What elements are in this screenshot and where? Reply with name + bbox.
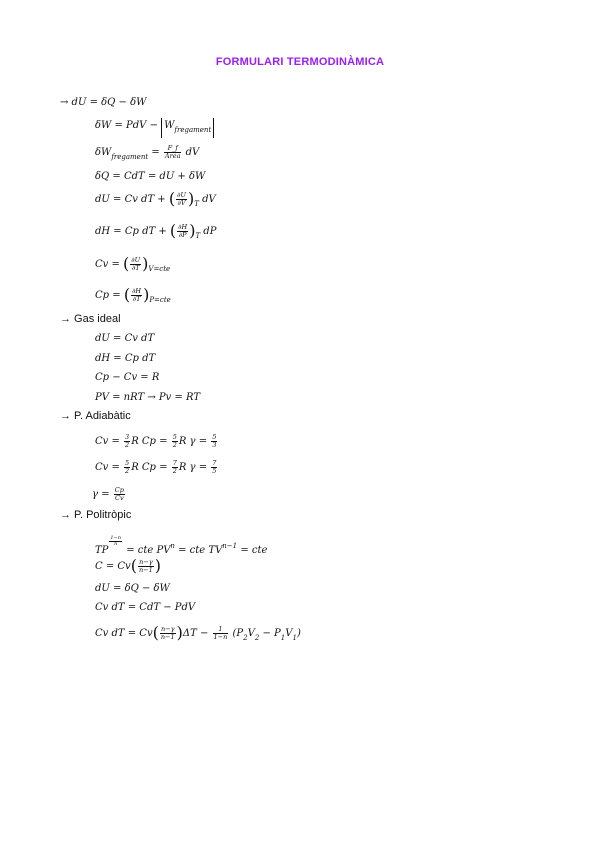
ad1-gamma: R γ =: [178, 436, 208, 447]
friction-work-symbol: W: [164, 120, 175, 131]
ad2-gamma-den: 5: [212, 467, 217, 475]
politropic-relations: [95, 536, 267, 557]
first-law-equation: → dU = δQ − δW: [60, 97, 147, 108]
ad2-cp-den: 2: [172, 467, 177, 475]
friction-work-equation: [95, 145, 199, 163]
dh-fraction: [177, 224, 188, 239]
cv-open-paren: (: [123, 254, 130, 273]
gas-ideal-dh: dH = Cp dT: [95, 353, 156, 364]
po1-exp-num: 1−n: [110, 535, 121, 541]
dh-close-paren: ): [189, 221, 196, 240]
heat-equation: δQ = CdT = dU + δW: [95, 171, 206, 182]
ad2-cp: R Cp =: [131, 462, 168, 473]
politropic-first-law: dU = δQ − δW: [95, 583, 170, 594]
cp-den: ∂T: [132, 295, 141, 303]
ad1-cp: R Cp =: [131, 436, 168, 447]
po5-sub3: 1: [280, 634, 286, 642]
work-lhs: δW = PdV −: [95, 120, 158, 131]
po1-exp-frac: [109, 536, 122, 547]
dh-num: ∂H: [178, 223, 188, 231]
cp-fraction: [131, 288, 142, 303]
ad2-cv-frac: [124, 460, 130, 475]
adiabatic-gamma: [92, 487, 126, 502]
cp-sub: P=cte: [149, 296, 171, 304]
document-title: FORMULARI TERMODINÀMICA: [215, 56, 385, 68]
cv-den: ∂T: [131, 264, 140, 272]
cv-num: ∂U: [131, 256, 141, 264]
du-close-paren: ): [187, 189, 195, 208]
cv-close-paren: ): [142, 254, 149, 273]
friction-rhs: dV: [185, 147, 200, 158]
ad3-den: Cv: [114, 494, 124, 502]
po2-lhs: C = Cv: [95, 561, 131, 572]
po2-den: n−1: [138, 566, 153, 574]
po2-num: n−γ: [139, 558, 153, 566]
po1-tp: TP: [95, 545, 109, 556]
section-adiabatic: → P. Adiabàtic: [60, 410, 131, 422]
po5-p2: (P: [232, 628, 244, 639]
ad1-cp-num: 5: [172, 433, 177, 441]
ad2-gamma-frac: [211, 460, 217, 475]
du-den: ∂V: [177, 199, 186, 207]
ad3-gamma: γ =: [92, 489, 110, 500]
po5-dt: ΔT −: [182, 628, 209, 639]
adiabatic-monoatomic: [95, 434, 218, 449]
po5-den2: 1−n: [213, 633, 228, 641]
dh-rhs: dP: [203, 226, 217, 237]
ad1-cp-frac: [172, 434, 178, 449]
cp-open-paren: (: [123, 285, 131, 304]
po5-frac: [160, 626, 176, 641]
po5-open: (: [152, 623, 159, 642]
ad2-cv-den: 2: [125, 467, 130, 475]
ad2-cp-frac: [172, 460, 178, 475]
dh-den: ∂P: [178, 231, 187, 239]
work-equation: [95, 118, 214, 138]
ad1-gamma-num: 5: [212, 433, 217, 441]
ad1-cv-den: 2: [125, 441, 130, 449]
du-open-paren: (: [168, 189, 176, 208]
po1-tv-exp: n−1: [222, 542, 238, 550]
adiabatic-diatomic: [95, 460, 218, 475]
po5-v2: V: [247, 628, 255, 639]
po1-exp-den: n: [114, 541, 118, 547]
po5-v1: V: [285, 628, 293, 639]
ad2-cv-num: 5: [125, 459, 130, 467]
po5-end: ): [296, 628, 301, 639]
po1-pv: = cte PV: [126, 545, 171, 556]
gas-ideal-mayer: Cp − Cv = R: [95, 372, 160, 383]
ad1-cv: Cv =: [95, 436, 120, 447]
friction-fraction: [164, 145, 182, 160]
po2-frac: [138, 559, 154, 574]
cv-definition: [95, 254, 171, 275]
friction-work-abs: [161, 118, 214, 138]
ad1-cp-den: 2: [172, 441, 177, 449]
politropic-work-expression: [95, 623, 301, 644]
ad3-num: Cp: [114, 486, 124, 494]
du-lhs: dU = Cv dT +: [95, 194, 166, 205]
po5-sub1: 2: [243, 634, 248, 642]
dh-open-paren: (: [169, 221, 177, 240]
section-gas-ideal: → Gas ideal: [60, 313, 121, 325]
dh-lhs: dH = Cp dT +: [95, 226, 167, 237]
cv-fraction: [130, 257, 141, 272]
ad2-gamma: R γ =: [178, 462, 208, 473]
ad1-gamma-den: 3: [212, 441, 217, 449]
po2-close: ): [154, 556, 161, 575]
cp-definition: [95, 285, 171, 306]
po2-open: (: [130, 556, 137, 575]
po5-num2: 1: [213, 626, 229, 634]
po1-pv-exp: n: [170, 542, 175, 550]
dh-general-equation: [95, 221, 217, 242]
po5-close: ): [176, 623, 183, 642]
ad2-gamma-num: 7: [212, 459, 217, 467]
du-general-equation: [95, 189, 216, 210]
friction-lhs-sub: fregament: [111, 153, 149, 161]
du-sub: T: [194, 200, 199, 208]
gas-ideal-du: dU = Cv dT: [95, 333, 155, 344]
po5-num: n−γ: [160, 625, 175, 633]
cp-close-paren: ): [143, 285, 150, 304]
gas-ideal-state: PV = nRT → Pv = RT: [95, 392, 201, 403]
section-politropic: → P. Politròpic: [60, 509, 132, 521]
ad3-frac: [114, 487, 125, 502]
friction-num: F_f: [164, 145, 182, 153]
friction-work-sub: fregament: [174, 126, 212, 134]
ad2-cp-num: 7: [172, 459, 177, 467]
ad1-gamma-frac: [211, 434, 217, 449]
ad2-cv: Cv =: [95, 462, 120, 473]
ad1-cv-num: 3: [125, 433, 130, 441]
po5-frac2: [213, 626, 229, 641]
politropic-energy: Cv dT = CdT − PdV: [95, 602, 196, 613]
ad1-cv-frac: [124, 434, 130, 449]
dh-sub: T: [195, 232, 201, 240]
friction-lhs: δW: [95, 147, 112, 158]
po1-cte: = cte: [240, 545, 268, 556]
politropic-heat-capacity: [95, 556, 161, 575]
po5-sub4: 1: [292, 634, 297, 642]
friction-eq: =: [151, 147, 160, 158]
po5-den: n−1: [160, 633, 175, 641]
po5-lhs: Cv dT = Cv: [95, 628, 153, 639]
cp-num: ∂H: [132, 287, 142, 295]
cv-sub: V=cte: [148, 265, 171, 273]
po5-sub2: 2: [254, 634, 260, 642]
du-fraction: [176, 192, 187, 207]
po5-p1: − P: [259, 628, 281, 639]
cv-lhs: Cv =: [95, 259, 120, 270]
du-num: ∂U: [177, 191, 186, 199]
cp-lhs: Cp =: [95, 290, 121, 301]
du-rhs: dV: [202, 194, 216, 205]
po1-tv: = cte TV: [178, 545, 223, 556]
friction-den: Àrea: [164, 152, 181, 160]
